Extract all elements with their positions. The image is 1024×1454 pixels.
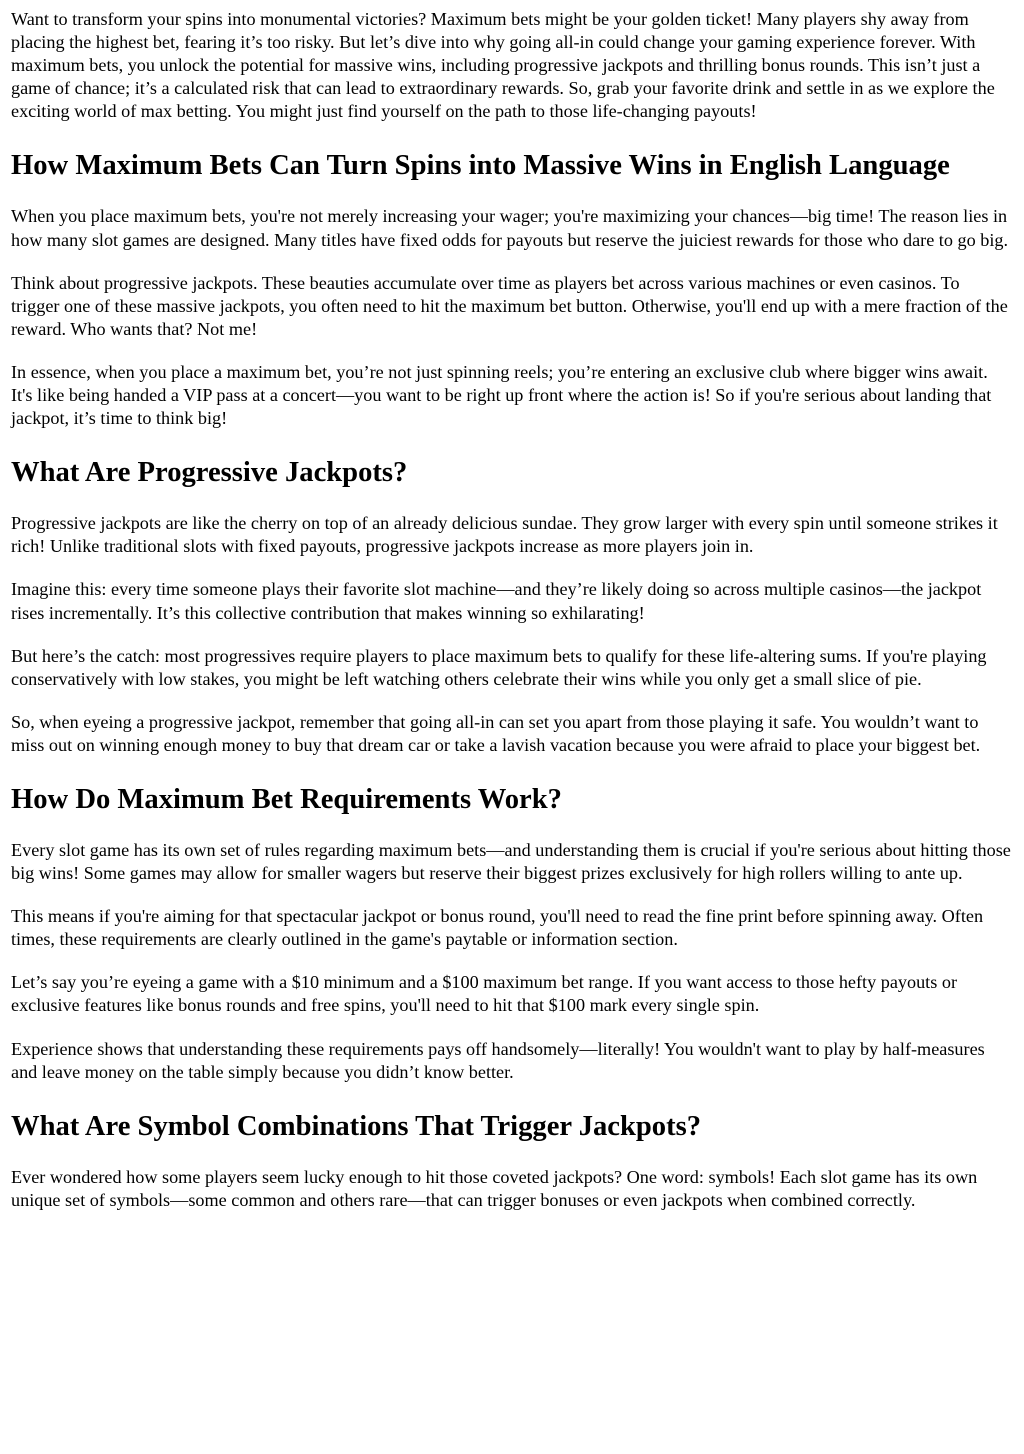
- section-heading-progressive-jackpots: What Are Progressive Jackpots?: [11, 457, 408, 489]
- paragraph: This means if you're aiming for that spectacular jackpot or bonus round, you'll need to read the fine print before spinning away. Often times, these requirements are clearly outlined in the game's paytable or information section.: [11, 906, 984, 950]
- paragraph: Every slot game has its own set of rules regarding maximum bets—and understanding them is crucial if you're serious about hitting those big wins! Some games may allow for smaller wagers but reserve their biggest prizes exclusively for high rollers willing to ante up.: [11, 839, 1011, 884]
- paragraph: So, when eyeing a progressive jackpot, remember that going all-in can set you apart from those playing it safe. You wouldn’t want to miss out on winning enough money to buy that dream car or take a lavish vacation because you were afraid to place your biggest bet.: [11, 711, 981, 755]
- paragraph: Let’s say you’re eyeing a game with a $10 minimum and a $100 maximum bet range. If you want access to those hefty payouts or exclusive features like bonus rounds and free spins, you'll need to hit that $100 mark every single spin.: [11, 972, 958, 1016]
- paragraph: Think about progressive jackpots. These beauties accumulate over time as players bet across various machines or even casinos. To trigger one of these massive jackpots, you often need to hit the maximum bet button. Otherwise, you'll end up with a mere fraction of the reward. Who wants that? Not me!: [11, 272, 1008, 339]
- article: [0, 8, 1024, 1212]
- intro-paragraph: Want to transform your spins into monumental victories? Maximum bets might be your golden ticket! Many players shy away from placing the highest bet, fearing it’s too risky. But let’s dive into why going all-in could change your gaming experience forever. With maximum bets, you unlock the potential for massive wins, including progressive jackpots and thrilling bonus rounds. This isn’t just a game of chance; it’s a calculated risk that can lead to extraordinary rewards. So, grab your favorite drink and settle in as we explore the exciting world of max betting. You might just find yourself on the path to those life-changing payouts!: [11, 9, 995, 122]
- paragraph: But here’s the catch: most progressives require players to place maximum bets to qualify for these life-altering sums. If you're playing conservatively with low stakes, you might be left watching others celebrate their wins while you only get a small slice of pie.: [11, 645, 987, 689]
- paragraph: Imagine this: every time someone plays their favorite slot machine—and they’re likely doing so across multiple casinos—the jackpot rises incrementally. It’s this collective contribution that makes winning so exhilarating!: [11, 579, 982, 623]
- section-heading-max-bets: How Maximum Bets Can Turn Spins into Massive Wins in English Language: [11, 150, 950, 182]
- paragraph: In essence, when you place a maximum bet, you’re not just spinning reels; you’re entering an exclusive club where bigger wins await. It's like being handed a VIP pass at a concert—you want to be right up front where the action is! So if you're serious about landing that jackpot, it’s time to think big!: [11, 361, 992, 429]
- paragraph: Progressive jackpots are like the cherry on top of an already delicious sundae. They grow larger with every spin until someone strikes it rich! Unlike traditional slots with fixed payouts, progressive jackpots increase as more players join in.: [11, 513, 998, 557]
- paragraph: Experience shows that understanding these requirements pays off handsomely—literally! You wouldn't want to play by half-measures and leave money on the table simply because you didn’t know better.: [11, 1038, 985, 1082]
- section-heading-symbol-combinations: What Are Symbol Combinations That Trigger Jackpots?: [11, 1110, 702, 1142]
- paragraph: Ever wondered how some players seem lucky enough to hit those coveted jackpots? One word: symbols! Each slot game has its own unique set of symbols—some common and others rare—that can trigger bonuses or even jackpots when combined correctly.: [11, 1166, 978, 1210]
- paragraph: When you place maximum bets, you're not merely increasing your wager; you're maximizing your chances—big time! The reason lies in how many slot games are designed. Many titles have fixed odds for payouts but reserve the juiciest rewards for those who dare to go big.: [11, 206, 1009, 250]
- section-heading-bet-requirements: How Do Maximum Bet Requirements Work?: [11, 783, 562, 815]
